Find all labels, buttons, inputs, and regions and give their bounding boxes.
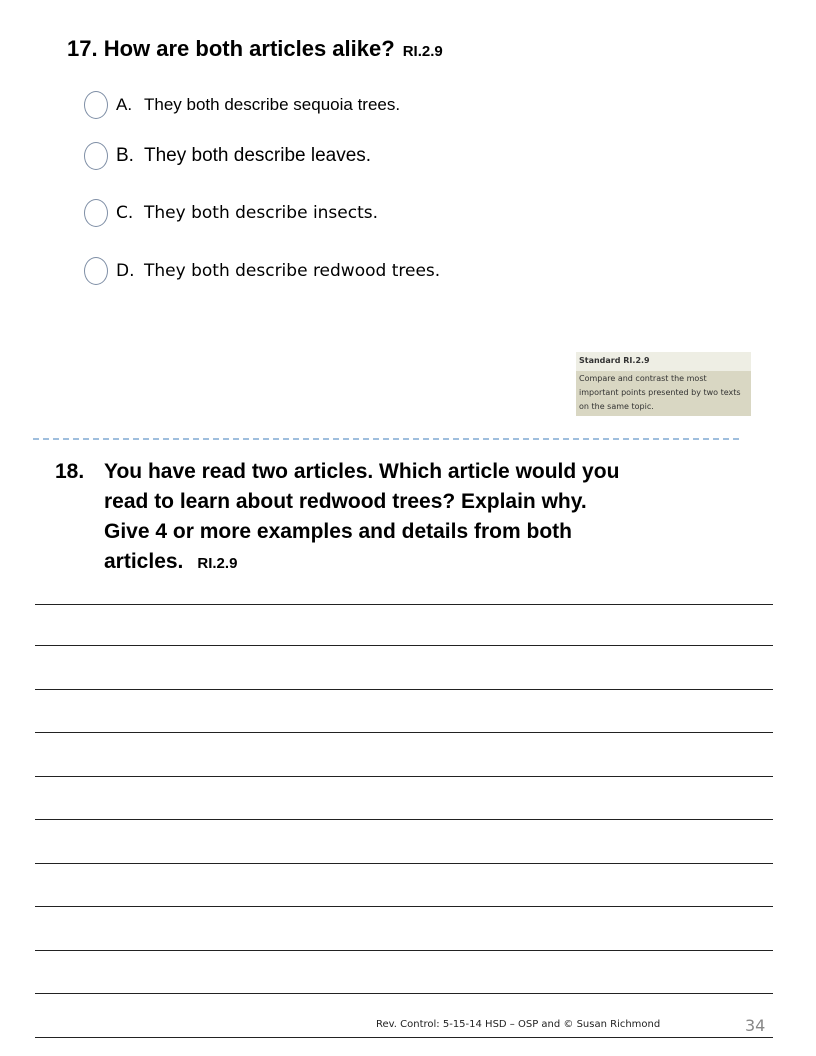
answer-line[interactable] — [35, 819, 773, 820]
page-number: 34 — [745, 1016, 766, 1035]
footer-text: Rev. Control: 5-15-14 HSD – OSP and © Susan Richmond — [376, 1019, 661, 1030]
answer-line[interactable] — [35, 645, 773, 646]
option-b-text: They both describe leaves. — [144, 145, 372, 166]
answer-bubble-b[interactable] — [84, 142, 108, 170]
question-17-text: 17. How are both articles alike? — [67, 36, 395, 61]
answer-line[interactable] — [35, 689, 773, 690]
option-a[interactable] — [84, 87, 400, 123]
answer-bubble-a[interactable] — [84, 91, 108, 119]
question-18 — [55, 457, 755, 579]
answer-line[interactable] — [35, 906, 773, 907]
answer-line[interactable] — [35, 776, 773, 777]
section-divider — [33, 438, 739, 440]
question-18-line-1-text: You have read two articles. Which article would you — [104, 460, 620, 483]
answer-line[interactable] — [35, 863, 773, 864]
question-18-line-4-text: articles. — [104, 550, 184, 573]
answer-bubble-c[interactable] — [84, 199, 108, 227]
option-d-letter: D. — [116, 261, 135, 281]
option-c[interactable] — [84, 195, 378, 231]
question-18-number: 18. — [55, 460, 85, 483]
standard-box-title: Standard RI.2.9 — [576, 352, 751, 371]
standard-box — [576, 352, 751, 416]
standard-box-body: Compare and contrast the most important points presented by two texts on the same topic. — [576, 371, 751, 416]
answer-bubble-d[interactable] — [84, 257, 108, 285]
option-a-text: They both describe sequoia trees. — [144, 95, 401, 114]
option-c-letter: C. — [116, 203, 134, 223]
answer-line[interactable] — [35, 604, 773, 605]
option-c-text: They both describe insects. — [144, 203, 379, 223]
answer-line[interactable] — [35, 732, 773, 733]
option-d-text: They both describe redwood trees. — [144, 261, 441, 281]
answer-line[interactable] — [35, 950, 773, 951]
question-18-line-4 — [55, 547, 755, 579]
option-d[interactable] — [84, 253, 440, 289]
option-b[interactable] — [84, 138, 371, 174]
question-17-standard: RI.2.9 — [402, 43, 443, 60]
question-18-standard: RI.2.9 — [197, 555, 238, 572]
option-b-letter: B. — [116, 145, 134, 166]
option-a-letter: A. — [116, 95, 133, 114]
answer-line[interactable] — [35, 1037, 773, 1038]
question-18-line-3: Give 4 or more examples and details from both — [104, 520, 572, 543]
answer-line[interactable] — [35, 993, 773, 994]
question-18-line-1 — [55, 457, 755, 487]
question-17-heading — [67, 36, 443, 62]
question-18-line-2: read to learn about redwood trees? Explain why. — [104, 490, 587, 513]
